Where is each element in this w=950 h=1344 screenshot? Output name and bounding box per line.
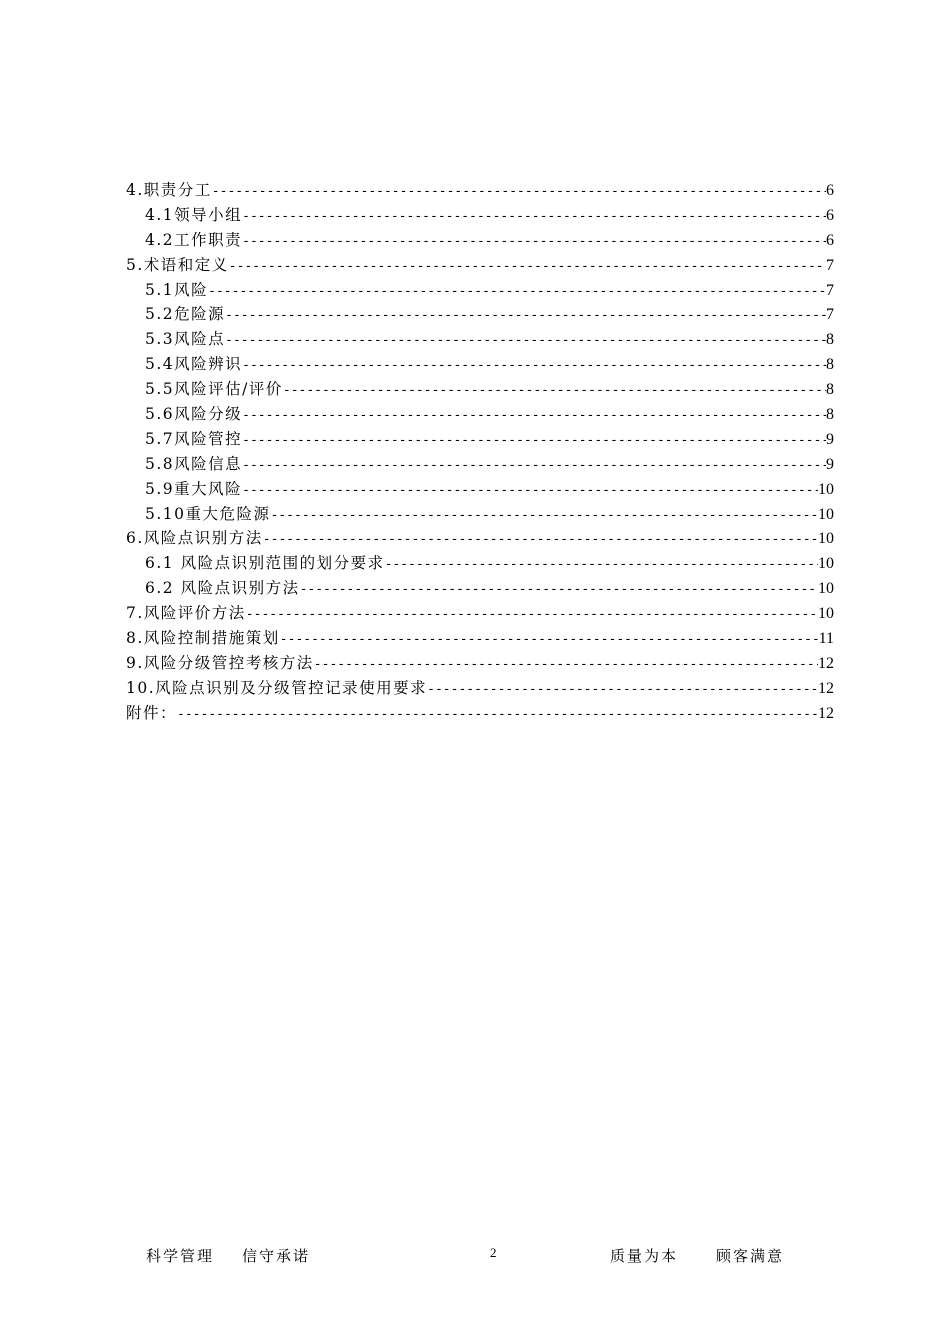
toc-entry-label: 7.风险评价方法: [126, 604, 246, 623]
toc-entry-6-2[interactable]: [126, 576, 834, 601]
toc-entry-5-1[interactable]: [126, 278, 834, 303]
toc-entry-label: 9.风险分级管控考核方法: [126, 653, 314, 672]
toc-entry-6-1[interactable]: [126, 551, 834, 576]
footer-motto-quality: 质量为本: [610, 1247, 679, 1265]
toc-entry-label: 5.8风险信息: [145, 454, 243, 473]
footer-motto-management: 科学管理: [146, 1247, 215, 1265]
toc-leader-dashes: [212, 180, 826, 205]
toc-entry-page: 6: [826, 182, 834, 199]
toc-leader-dashes: [208, 280, 826, 305]
toc-entry-page: 11: [818, 630, 834, 648]
toc-entry-5-2[interactable]: [126, 302, 834, 327]
toc-entry-appendix[interactable]: [126, 701, 834, 726]
toc-entry-4[interactable]: [126, 178, 834, 203]
toc-entry-page: 12: [818, 679, 834, 697]
toc-entry-page: 10: [818, 580, 834, 598]
toc-entry-5-6[interactable]: [126, 402, 834, 427]
toc-entry-page: 8: [826, 356, 834, 374]
toc-leader-dashes: [427, 678, 818, 703]
toc-entry-page: 7: [826, 281, 834, 299]
toc-entry-page: 9: [826, 430, 834, 448]
toc-leader-dashes: [242, 205, 826, 230]
toc-entry-label: 附件：: [126, 703, 178, 722]
toc-entry-10[interactable]: [126, 676, 834, 701]
toc-entry-label: 5.5风险评估/评价: [145, 380, 283, 399]
toc-entry-page: 7: [826, 306, 834, 324]
toc-entry-label: 5.2危险源: [145, 305, 226, 324]
toc-entry-page: 10: [818, 605, 834, 623]
toc-entry-label: 10.风险点识别及分级管控记录使用要求: [126, 678, 428, 697]
toc-entry-7[interactable]: [126, 601, 834, 626]
toc-entry-9[interactable]: [126, 651, 834, 676]
toc-leader-dashes: [385, 553, 818, 578]
toc-leader-dashes: [242, 429, 826, 454]
toc-leader-dashes: [242, 230, 826, 255]
toc-entry-page: 10: [818, 555, 834, 573]
toc-leader-dashes: [246, 603, 818, 628]
toc-leader-dashes: [225, 329, 826, 354]
toc-entry-5-10[interactable]: [126, 502, 834, 527]
toc-entry-page: 9: [826, 455, 834, 473]
toc-entry-6[interactable]: [126, 526, 834, 551]
toc-entry-page: 8: [826, 406, 834, 424]
toc-entry-label: 6.风险点识别方法: [126, 529, 263, 548]
toc-leader-dashes: [242, 454, 826, 479]
toc-leader-dashes: [177, 703, 818, 728]
toc-entry-label: 4.职责分工: [126, 181, 212, 199]
toc-entry-label: 6.1 风险点识别范围的划分要求: [145, 554, 385, 573]
footer-page-number: 2: [490, 1245, 499, 1260]
toc-entry-label: 5.术语和定义: [126, 255, 229, 274]
toc-entry-page: 12: [818, 654, 834, 672]
toc-leader-dashes: [314, 653, 818, 678]
toc-entry-label: 5.7风险管控: [145, 429, 243, 448]
toc-entry-label: 5.10重大危险源: [145, 504, 271, 523]
toc-leader-dashes: [271, 504, 818, 529]
toc-entry-5-3[interactable]: [126, 327, 834, 352]
toc-leader-dashes: [242, 479, 818, 504]
footer-motto-customer: 顾客满意: [716, 1247, 785, 1265]
toc-leader-dashes: [229, 255, 826, 280]
toc-entry-5[interactable]: [126, 253, 834, 278]
toc-entry-5-5[interactable]: [126, 377, 834, 402]
toc-entry-8[interactable]: [126, 626, 834, 651]
page-footer: [0, 1245, 950, 1269]
toc-entry-label: 4.2工作职责: [145, 230, 243, 249]
toc-leader-dashes: [280, 628, 819, 653]
toc-entry-label: 5.6风险分级: [145, 405, 243, 424]
toc-entry-page: 12: [818, 704, 834, 722]
toc-entry-5-4[interactable]: [126, 352, 834, 377]
toc-entry-label: 5.4风险辨识: [145, 355, 243, 374]
toc-leader-dashes: [225, 304, 826, 329]
toc-entry-page: 6: [826, 206, 834, 224]
toc-entry-page: 10: [818, 505, 834, 523]
toc-leader-dashes: [300, 578, 818, 603]
toc-entry-4-2[interactable]: [126, 228, 834, 253]
toc-leader-dashes: [263, 528, 818, 553]
toc-entry-page: 10: [818, 480, 834, 498]
toc-entry-5-8[interactable]: [126, 452, 834, 477]
toc-entry-5-7[interactable]: [126, 427, 834, 452]
toc-entry-label: 5.9重大风险: [145, 479, 243, 498]
toc-leader-dashes: [242, 354, 826, 379]
toc-entry-4-1[interactable]: [126, 203, 834, 228]
toc-entry-label: 4.1领导小组: [145, 205, 243, 224]
toc-leader-dashes: [283, 379, 826, 404]
toc-entry-label: 8.风险控制措施策划: [126, 629, 280, 648]
table-of-contents: [126, 178, 834, 726]
toc-leader-dashes: [242, 404, 826, 429]
toc-entry-page: 8: [826, 381, 834, 399]
toc-entry-page: 6: [826, 231, 834, 249]
toc-entry-page: 7: [826, 256, 834, 274]
toc-entry-label: 6.2 风险点识别方法: [145, 579, 300, 598]
toc-entry-page: 8: [826, 331, 834, 349]
toc-entry-label: 5.3风险点: [145, 330, 226, 349]
toc-entry-5-9[interactable]: [126, 477, 834, 502]
footer-motto-promise: 信守承诺: [242, 1247, 311, 1265]
toc-entry-page: 10: [818, 530, 834, 548]
toc-entry-label: 5.1风险: [145, 280, 209, 299]
